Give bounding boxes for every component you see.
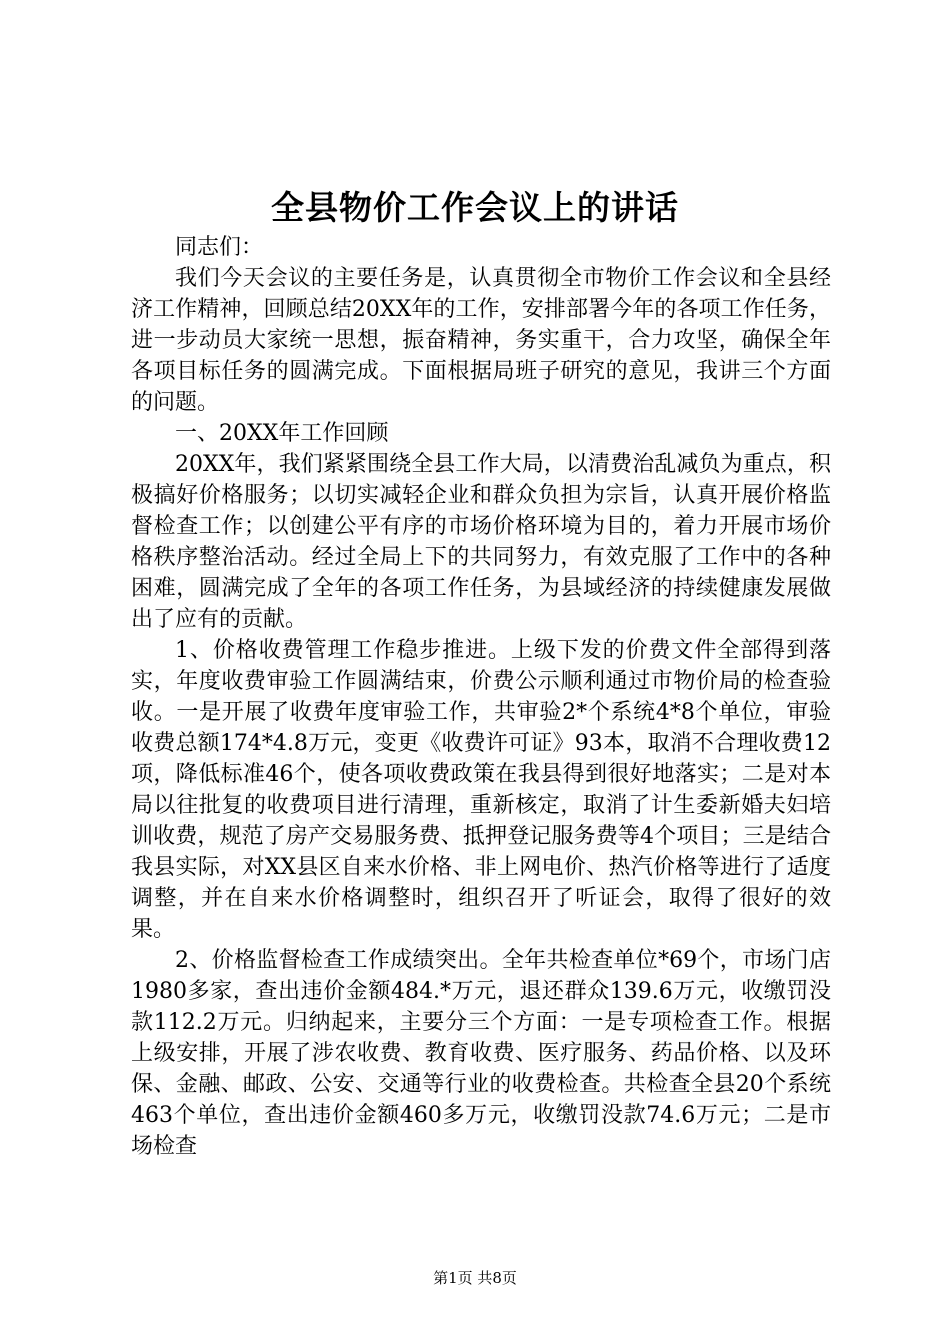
paragraph-item-1: 1、价格收费管理工作稳步推进。上级下发的价费文件全部得到落实，年度收费审验工作圆满结束，价费公示顺利通过市物价局的检查验收。一是开展了收费年度审验工作，共审验2*个系统4*8个单位，审验收费总额174*4.8万元，变更《收费许可证》93本，取消不合理收费12项，降低标准46个，使各项收费政策在我县得到很好地落实；二是对本局以往批复的收费项目进行清理，重新核定，取消了计生委新婚夫妇培训收费，规范了房产交易服务费、抵押登记服务费等4个项目；三是结合我县实际，对XX县区自来水价格、非上网电价、热汽价格等进行了适度调整，并在自来水价格调整时，组织召开了听证会，取得了很好的效果。 (131, 638, 831, 942)
paragraph-item-2: 2、价格监督检查工作成绩突出。全年共检查单位*69个，市场门店1980多家，查出违价金额484.*万元，退还群众139.6万元，收缴罚没款112.2万元。归纳起来，主要分三个方面：一是专项检查工作。根据上级安排，开展了涉农收费、教育收费、医疗服务、药品价格、以及环保、金融、邮政、公安、交通等行业的收费检查。共检查全县20个系统463个单位，查出违价金额460多万元，收缴罚没款74.6万元；二是市场检查 (131, 948, 831, 1159)
page-footer: 第1页 共8页 (433, 1269, 517, 1287)
paragraph-intro: 我们今天会议的主要任务是，认真贯彻全市物价工作会议和全县经济工作精神，回顾总结20XX年的工作，安排部署今年的各项工作任务，进一步动员大家统一思想，振奋精神，务实重干，合力攻坚，确保全年各项目标任务的圆满完成。下面根据局班子研究的意见，我讲三个方面的问题。 (131, 266, 831, 415)
document-body (131, 232, 831, 1162)
paragraph-salutation: 同志们： (175, 235, 264, 260)
paragraph-review: 20XX年，我们紧紧围绕全县工作大局，以清费治乱减负为重点，积极搞好价格服务；以切实减轻企业和群众负担为宗旨，认真开展价格监督检查工作；以创建公平有序的市场价格环境为目的，着力开展市场价格秩序整治活动。经过全局上下的共同努力，有效克服了工作中的各种困难，圆满完成了全年的各项工作任务，为县域经济的持续健康发展做出了应有的贡献。 (131, 452, 831, 632)
section-heading: 一、20XX年工作回顾 (175, 421, 389, 446)
document-title: 全县物价工作会议上的讲话 (271, 188, 679, 227)
